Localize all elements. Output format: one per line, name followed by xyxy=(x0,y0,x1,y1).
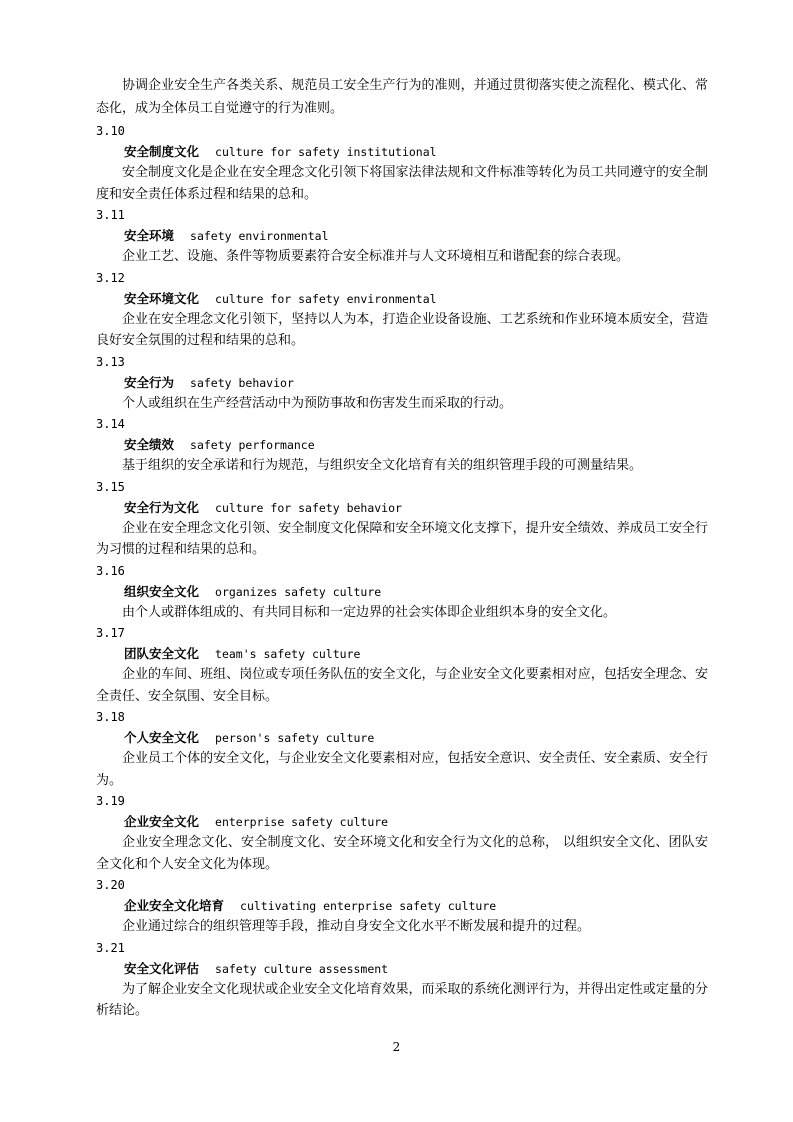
term-definition: 企业的车间、班组、岗位或专项任务队伍的安全文化，与企业安全文化要素相对应，包括安全理念、安全责任、安全氛围、安全目标。 xyxy=(96,667,708,704)
term-definition: 由个人或群体组成的、有共同目标和一定边界的社会实体即企业组织本身的安全文化。 xyxy=(122,604,617,620)
term-english: organizes safety culture xyxy=(215,584,382,599)
term-definition: 企业工艺、设施、条件等物质要素符合安全标准并与人文环境相互和谐配套的综合表现。 xyxy=(122,249,630,264)
term-heading xyxy=(96,727,708,748)
term-english: cultivating enterprise safety culture xyxy=(240,899,497,913)
term-chinese: 安全行为文化 xyxy=(124,499,200,515)
clause-number: 3.20 xyxy=(96,878,125,892)
clause-number: 3.13 xyxy=(96,354,125,369)
clause-number: 3.16 xyxy=(96,563,125,578)
term-chinese: 团队安全文化 xyxy=(124,646,200,661)
clause-number: 3.17 xyxy=(96,626,125,640)
term-heading xyxy=(96,811,708,832)
page-number: 2 xyxy=(392,1040,401,1054)
clause-number: 3.21 xyxy=(96,940,125,955)
intro-paragraph: 协调企业安全生产各类关系、规范员工安全生产行为的准则，并通过贯彻落实使之流程化、模式化、常态化，成为全体员工自觉遵守的行为准则。 xyxy=(96,78,708,116)
term-heading xyxy=(96,225,708,246)
clause-number: 3.15 xyxy=(96,479,125,494)
clause-number: 3.12 xyxy=(96,270,125,285)
term-entry xyxy=(96,352,708,415)
term-chinese: 安全制度文化 xyxy=(124,144,200,159)
clause-number: 3.19 xyxy=(96,794,125,808)
term-entry xyxy=(96,205,708,268)
term-definition: 基于组织的安全承诺和行为规范，与组织安全文化培育有关的组织管理手段的可测量结果。 xyxy=(122,458,643,473)
term-english: team's safety culture xyxy=(215,647,361,661)
term-english: safety performance xyxy=(190,438,315,452)
term-definition: 为了解企业安全文化现状或企业安全文化培育效果，而采取的系统化测评行为，并得出定性或定量的分析结论。 xyxy=(96,981,708,1018)
term-definition: 个人或组织在生产经营活动中为预防事故和伤害发生而采取的行动。 xyxy=(122,395,513,411)
term-chinese: 安全文化评估 xyxy=(124,960,200,976)
term-chinese: 企业安全文化培育 xyxy=(124,898,225,913)
term-definition: 企业在安全理念文化引领、安全制度文化保障和安全环境文化支撑下，提升安全绩效、养成员工安全行为习惯的过程和结果的总和。 xyxy=(96,520,708,557)
term-list xyxy=(96,121,708,1022)
term-chinese: 安全行为 xyxy=(124,374,175,390)
term-definition: 安全制度文化是企业在安全理念文化引领下将国家法律法规和文件标准等转化为员工共同遵守的安全制度和安全责任体系过程和结果的总和。 xyxy=(96,165,708,202)
term-entry xyxy=(96,791,708,875)
term-heading xyxy=(96,581,708,602)
term-entry xyxy=(96,875,708,938)
term-heading xyxy=(96,434,708,455)
term-chinese: 安全绩效 xyxy=(124,437,175,452)
term-heading xyxy=(96,141,708,162)
term-entry xyxy=(96,477,708,561)
term-english: culture for safety behavior xyxy=(215,500,402,515)
term-english: safety culture assessment xyxy=(215,961,389,976)
term-entry xyxy=(96,707,708,791)
term-heading xyxy=(96,958,708,979)
clause-number: 3.18 xyxy=(96,710,125,724)
term-heading xyxy=(96,372,708,393)
term-english: safety environmental xyxy=(190,229,329,243)
term-entry xyxy=(96,268,708,352)
term-definition: 企业在安全理念文化引领下，坚持以人为本，打造企业设备设施、工艺系统和作业环境本质安全，营造良好安全氛围的过程和结果的总和。 xyxy=(96,311,708,348)
term-english: culture for safety institutional xyxy=(215,145,437,159)
clause-number: 3.11 xyxy=(96,208,125,222)
term-entry xyxy=(96,938,708,1022)
clause-number: 3.10 xyxy=(96,124,125,138)
term-heading xyxy=(96,497,708,518)
term-chinese: 安全环境 xyxy=(124,228,175,243)
term-definition: 企业员工个体的安全文化，与企业安全文化要素相对应，包括安全意识、安全责任、安全素质、安全行为。 xyxy=(96,751,708,788)
clause-number: 3.14 xyxy=(96,417,125,431)
term-chinese: 企业安全文化 xyxy=(124,814,200,829)
term-chinese: 安全环境文化 xyxy=(124,290,200,306)
term-entry xyxy=(96,414,708,477)
term-heading xyxy=(96,895,708,916)
term-english: person's safety culture xyxy=(215,731,375,745)
term-entry xyxy=(96,121,708,205)
term-entry xyxy=(96,561,708,624)
term-english: enterprise safety culture xyxy=(215,815,389,829)
term-english: culture for safety environmental xyxy=(215,291,437,306)
term-heading xyxy=(96,643,708,664)
term-chinese: 个人安全文化 xyxy=(124,730,200,745)
term-definition: 企业通过综合的组织管理等手段，推动自身安全文化水平不断发展和提升的过程。 xyxy=(122,919,591,934)
term-definition: 企业安全理念文化、安全制度文化、安全环境文化和安全行为文化的总称， 以组织安全文化、团队安全文化和个人安全文化为体现。 xyxy=(96,835,708,872)
term-entry xyxy=(96,623,708,707)
term-english: safety behavior xyxy=(190,375,294,390)
term-chinese: 组织安全文化 xyxy=(124,583,200,599)
term-heading xyxy=(96,288,708,309)
